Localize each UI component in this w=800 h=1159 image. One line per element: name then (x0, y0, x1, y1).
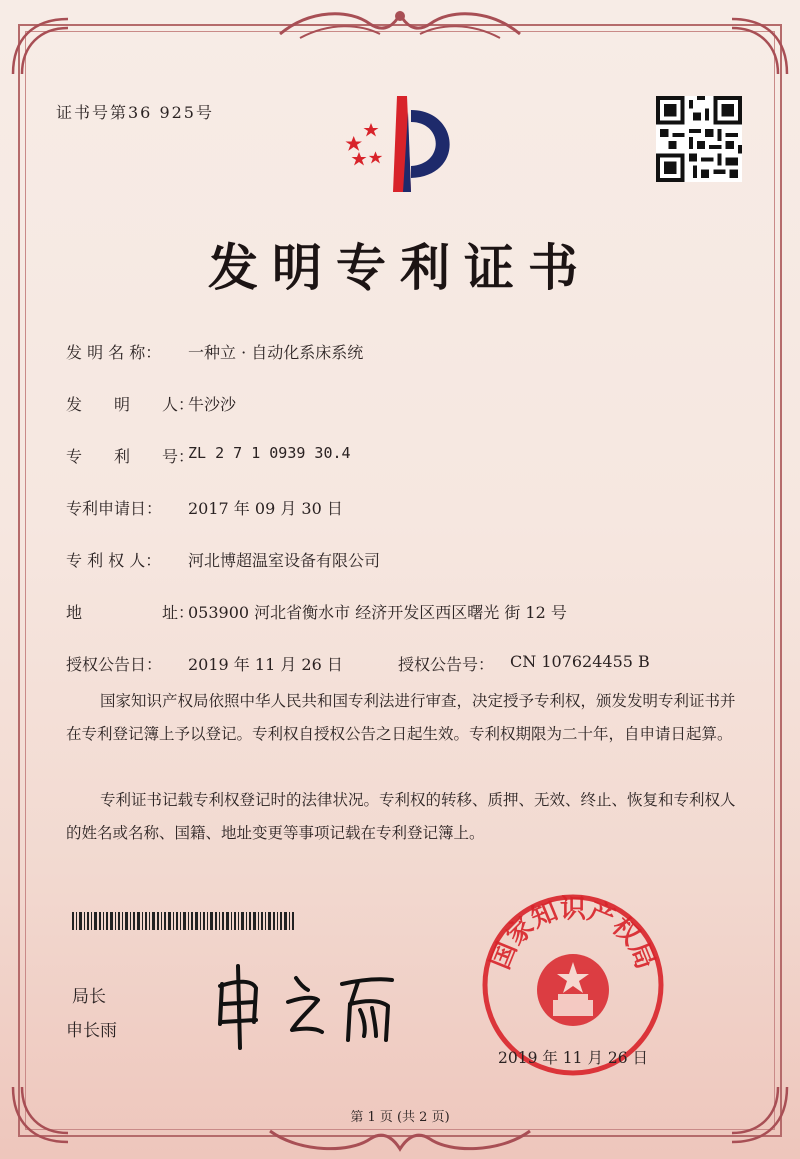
ornament-top-icon (270, 4, 530, 44)
statement-paragraph: 专利证书记载专利权登记时的法律状况。专利权的转移、质押、无效、终止、恢复和专利权人的姓名或名称、国籍、地址变更等事项记载在专利登记簿上。 (66, 791, 736, 842)
signatory-role: 局长 (72, 987, 106, 1007)
announcement-number-label: 授权公告号： (398, 655, 495, 674)
invention-name-label: 发 明 名 称： (66, 343, 162, 362)
patentee-value: 河北博超温室设备有限公司 (188, 551, 381, 570)
inventor-value: 牛沙沙 (188, 395, 237, 414)
seal-text: 国家知识产权局 (485, 894, 661, 974)
signature-icon (200, 944, 410, 1054)
application-date-value: 2017 年 09 月 30 日 (188, 499, 343, 518)
certificate-title: 发明专利证书 (208, 239, 592, 297)
address-label: 地 址： (66, 603, 195, 622)
grant-date-label: 授权公告日： (66, 655, 163, 674)
patent-number-label: 专 利 号： (66, 447, 195, 466)
signatory-name: 申长雨 (66, 1021, 117, 1041)
ornament-bottom-icon (260, 1121, 540, 1155)
barcode-icon (72, 912, 294, 930)
grant-date-value: 2019 年 11 月 26 日 (188, 655, 343, 674)
certificate-number: 证书号第36 925号 (56, 103, 214, 122)
address-value: 053900 河北省衡水市 经济开发区西区曙光 街 12 号 (188, 603, 567, 622)
corner-ornament-icon (8, 14, 78, 84)
patent-office-logo-icon (335, 92, 475, 204)
statement-paragraph: 国家知识产权局依照中华人民共和国专利法进行审查，决定授予专利权，颁发发明专利证书并在专利登记簿上予以登记。专利权自授权公告之日起生效。专利权期限为二十年，自申请日起算。 (66, 692, 736, 743)
patentee-label: 专 利 权 人： (66, 551, 162, 570)
seal-date: 2019 年 11 月 26 日 (498, 1049, 649, 1067)
inventor-label: 发 明 人： (66, 395, 195, 414)
invention-name-value: 一种立 · 自动化系床系统 (188, 343, 364, 362)
page-indicator: 第 1 页 (共 2 页) (350, 1110, 450, 1125)
patent-number-value: ZL 2 7 1 0939 30.4 (188, 444, 351, 462)
corner-ornament-icon (722, 14, 792, 84)
application-date-label: 专利申请日： (66, 499, 163, 518)
announcement-number-value: CN 107624455 B (510, 652, 650, 671)
qr-code-icon (656, 96, 742, 182)
